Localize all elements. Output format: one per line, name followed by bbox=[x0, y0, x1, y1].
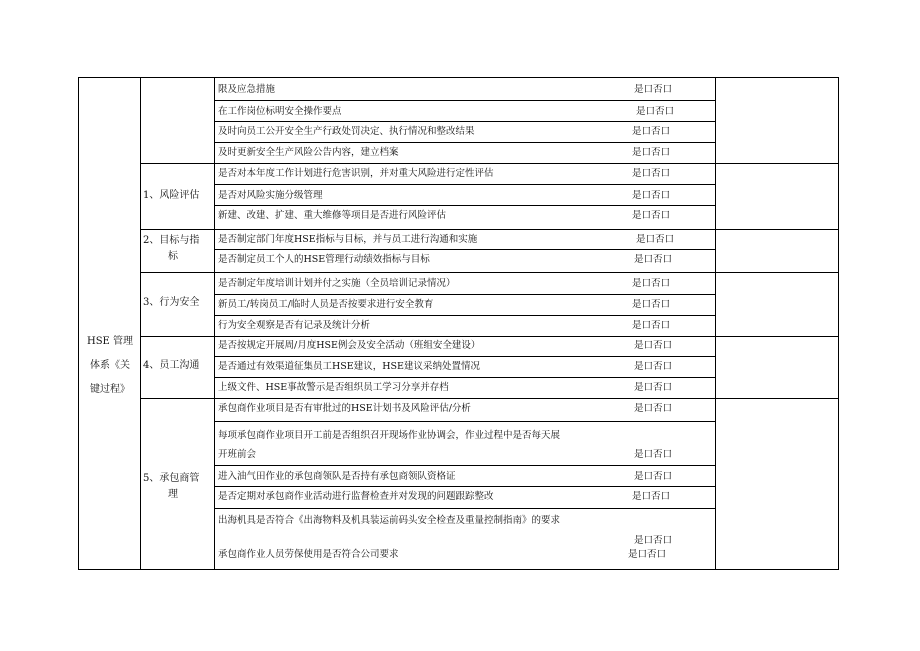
col-divider-3 bbox=[715, 77, 716, 570]
item-text: 是否制定年度培训计划并付之实施（全员培训记录情况） bbox=[218, 278, 456, 289]
table-border-left bbox=[78, 77, 79, 570]
category-label: 1、风险评估 bbox=[143, 190, 200, 201]
item-text: 限及应急措施 bbox=[218, 84, 276, 95]
category-comm bbox=[143, 360, 199, 372]
item-text: 是否通过有效渠道征集员工HSE建议，HSE建议采纳处置情况 bbox=[218, 361, 480, 372]
group-line bbox=[140, 163, 839, 164]
col-divider-1 bbox=[140, 77, 141, 570]
yes-no-field[interactable]: 是口否口 bbox=[634, 403, 673, 414]
col-divider-2 bbox=[214, 77, 215, 570]
table-border-bottom bbox=[78, 569, 839, 570]
item-text: 每项承包商作业项目开工前是否组织召开现场作业协调会，作业过程中是否每天展 bbox=[218, 430, 561, 441]
yes-no-field[interactable]: 是口否口 bbox=[634, 340, 673, 351]
section-label-line: 体系《关 bbox=[90, 360, 130, 371]
row-line bbox=[214, 465, 715, 466]
category-label: 3、行为安全 bbox=[143, 297, 200, 308]
item-text: 承包商作业人员劳保使用是否符合公司要求 bbox=[218, 549, 399, 560]
yes-no-field[interactable]: 是口否口 bbox=[632, 168, 671, 179]
yes-no-field[interactable]: 是口否口 bbox=[632, 190, 671, 201]
yes-no-field[interactable]: 是口否口 bbox=[634, 449, 673, 460]
item-text: 承包商作业项目是否有审批过的HSE计划书及风险评估/分析 bbox=[218, 403, 471, 414]
item-text: 是否对本年度工作计划进行危害识别，并对重大风险进行定性评估 bbox=[218, 168, 494, 179]
section-label-line: 键过程》 bbox=[90, 384, 130, 395]
item-text: 及时更新安全生产风险公告内容，建立档案 bbox=[218, 147, 399, 158]
item-text: 是否对风险实施分级管理 bbox=[218, 190, 323, 201]
group-line bbox=[140, 229, 839, 230]
category-label: 4、员工沟通 bbox=[143, 360, 200, 371]
item-text-cont: 开班前会 bbox=[218, 449, 257, 460]
yes-no-field[interactable]: 是口否口 bbox=[634, 535, 673, 546]
category-label: 2、目标与指 bbox=[143, 235, 200, 246]
table-border-top bbox=[78, 77, 839, 78]
category-label: 理 bbox=[168, 489, 178, 500]
item-text: 进入油气田作业的承包商领队是否持有承包商领队资格证 bbox=[218, 471, 456, 482]
yes-no-field[interactable]: 是口否口 bbox=[634, 84, 673, 95]
yes-no-field[interactable]: 是口否口 bbox=[636, 234, 675, 245]
section-label bbox=[80, 330, 140, 402]
section-label-line: HSE 管理 bbox=[86, 336, 134, 347]
item-text: 是否定期对承包商作业活动进行监督检查并对发现的问题跟踪整改 bbox=[218, 491, 494, 502]
row-line bbox=[214, 142, 715, 143]
yes-no-field[interactable]: 是口否口 bbox=[632, 126, 671, 137]
item-text: 及时向员工公开安全生产行政处罚决定、执行情况和整改结果 bbox=[218, 126, 475, 137]
category-risk bbox=[143, 190, 199, 202]
item-text: 出海机具是否符合《出海物料及机具装运前码头安全检查及重量控制指南》的要求 bbox=[218, 515, 561, 526]
item-text: 在工作岗位标明安全操作要点 bbox=[218, 106, 342, 117]
yes-no-field[interactable]: 是口否口 bbox=[636, 106, 675, 117]
row-line bbox=[214, 294, 715, 295]
table-border-right bbox=[838, 77, 839, 570]
row-line bbox=[214, 121, 715, 122]
row-line bbox=[214, 377, 715, 378]
category-target bbox=[143, 235, 203, 263]
item-text: 是否制定员工个人的HSE管理行动绩效指标与目标 bbox=[218, 254, 430, 265]
yes-no-field[interactable]: 是口否口 bbox=[632, 491, 671, 502]
group-line bbox=[140, 272, 839, 273]
yes-no-field[interactable]: 是口否口 bbox=[634, 471, 673, 482]
yes-no-field[interactable]: 是口否口 bbox=[634, 382, 673, 393]
yes-no-field[interactable]: 是口否口 bbox=[634, 361, 673, 372]
row-line bbox=[214, 315, 715, 316]
yes-no-field[interactable]: 是口否口 bbox=[632, 299, 671, 310]
row-line bbox=[214, 100, 715, 101]
yes-no-field[interactable]: 是口否口 bbox=[632, 210, 671, 221]
row-line bbox=[214, 508, 715, 509]
item-text: 上级文件、HSE事故警示是否组织员工学习分享并存档 bbox=[218, 382, 449, 393]
category-contract bbox=[143, 473, 203, 501]
item-text: 是否按规定开展周/月度HSE例会及安全活动（班组安全建设） bbox=[218, 340, 481, 351]
row-line bbox=[214, 486, 715, 487]
category-label: 5、承包商管 bbox=[143, 473, 200, 484]
yes-no-field[interactable]: 是口否口 bbox=[632, 278, 671, 289]
row-line bbox=[214, 249, 715, 250]
row-line bbox=[214, 184, 715, 185]
item-text: 行为安全观察是否有记录及统计分析 bbox=[218, 320, 371, 331]
category-safety bbox=[143, 297, 199, 309]
item-text: 新员工/转岗员工/临时人员是否按要求进行安全教育 bbox=[218, 299, 434, 310]
yes-no-field[interactable]: 是口否口 bbox=[632, 147, 671, 158]
row-line bbox=[214, 356, 715, 357]
row-line bbox=[214, 205, 715, 206]
item-text: 新建、改建、扩建、重大维修等项目是否进行风险评估 bbox=[218, 210, 447, 221]
category-label: 标 bbox=[168, 251, 178, 262]
yes-no-field[interactable]: 是口否口 bbox=[628, 549, 667, 560]
yes-no-field[interactable]: 是口否口 bbox=[632, 320, 671, 331]
row-line bbox=[214, 421, 715, 422]
group-line bbox=[140, 336, 839, 337]
yes-no-field[interactable]: 是口否口 bbox=[634, 254, 673, 265]
group-line bbox=[140, 398, 839, 399]
item-text: 是否制定部门年度HSE指标与目标，并与员工进行沟通和实施 bbox=[218, 234, 478, 245]
